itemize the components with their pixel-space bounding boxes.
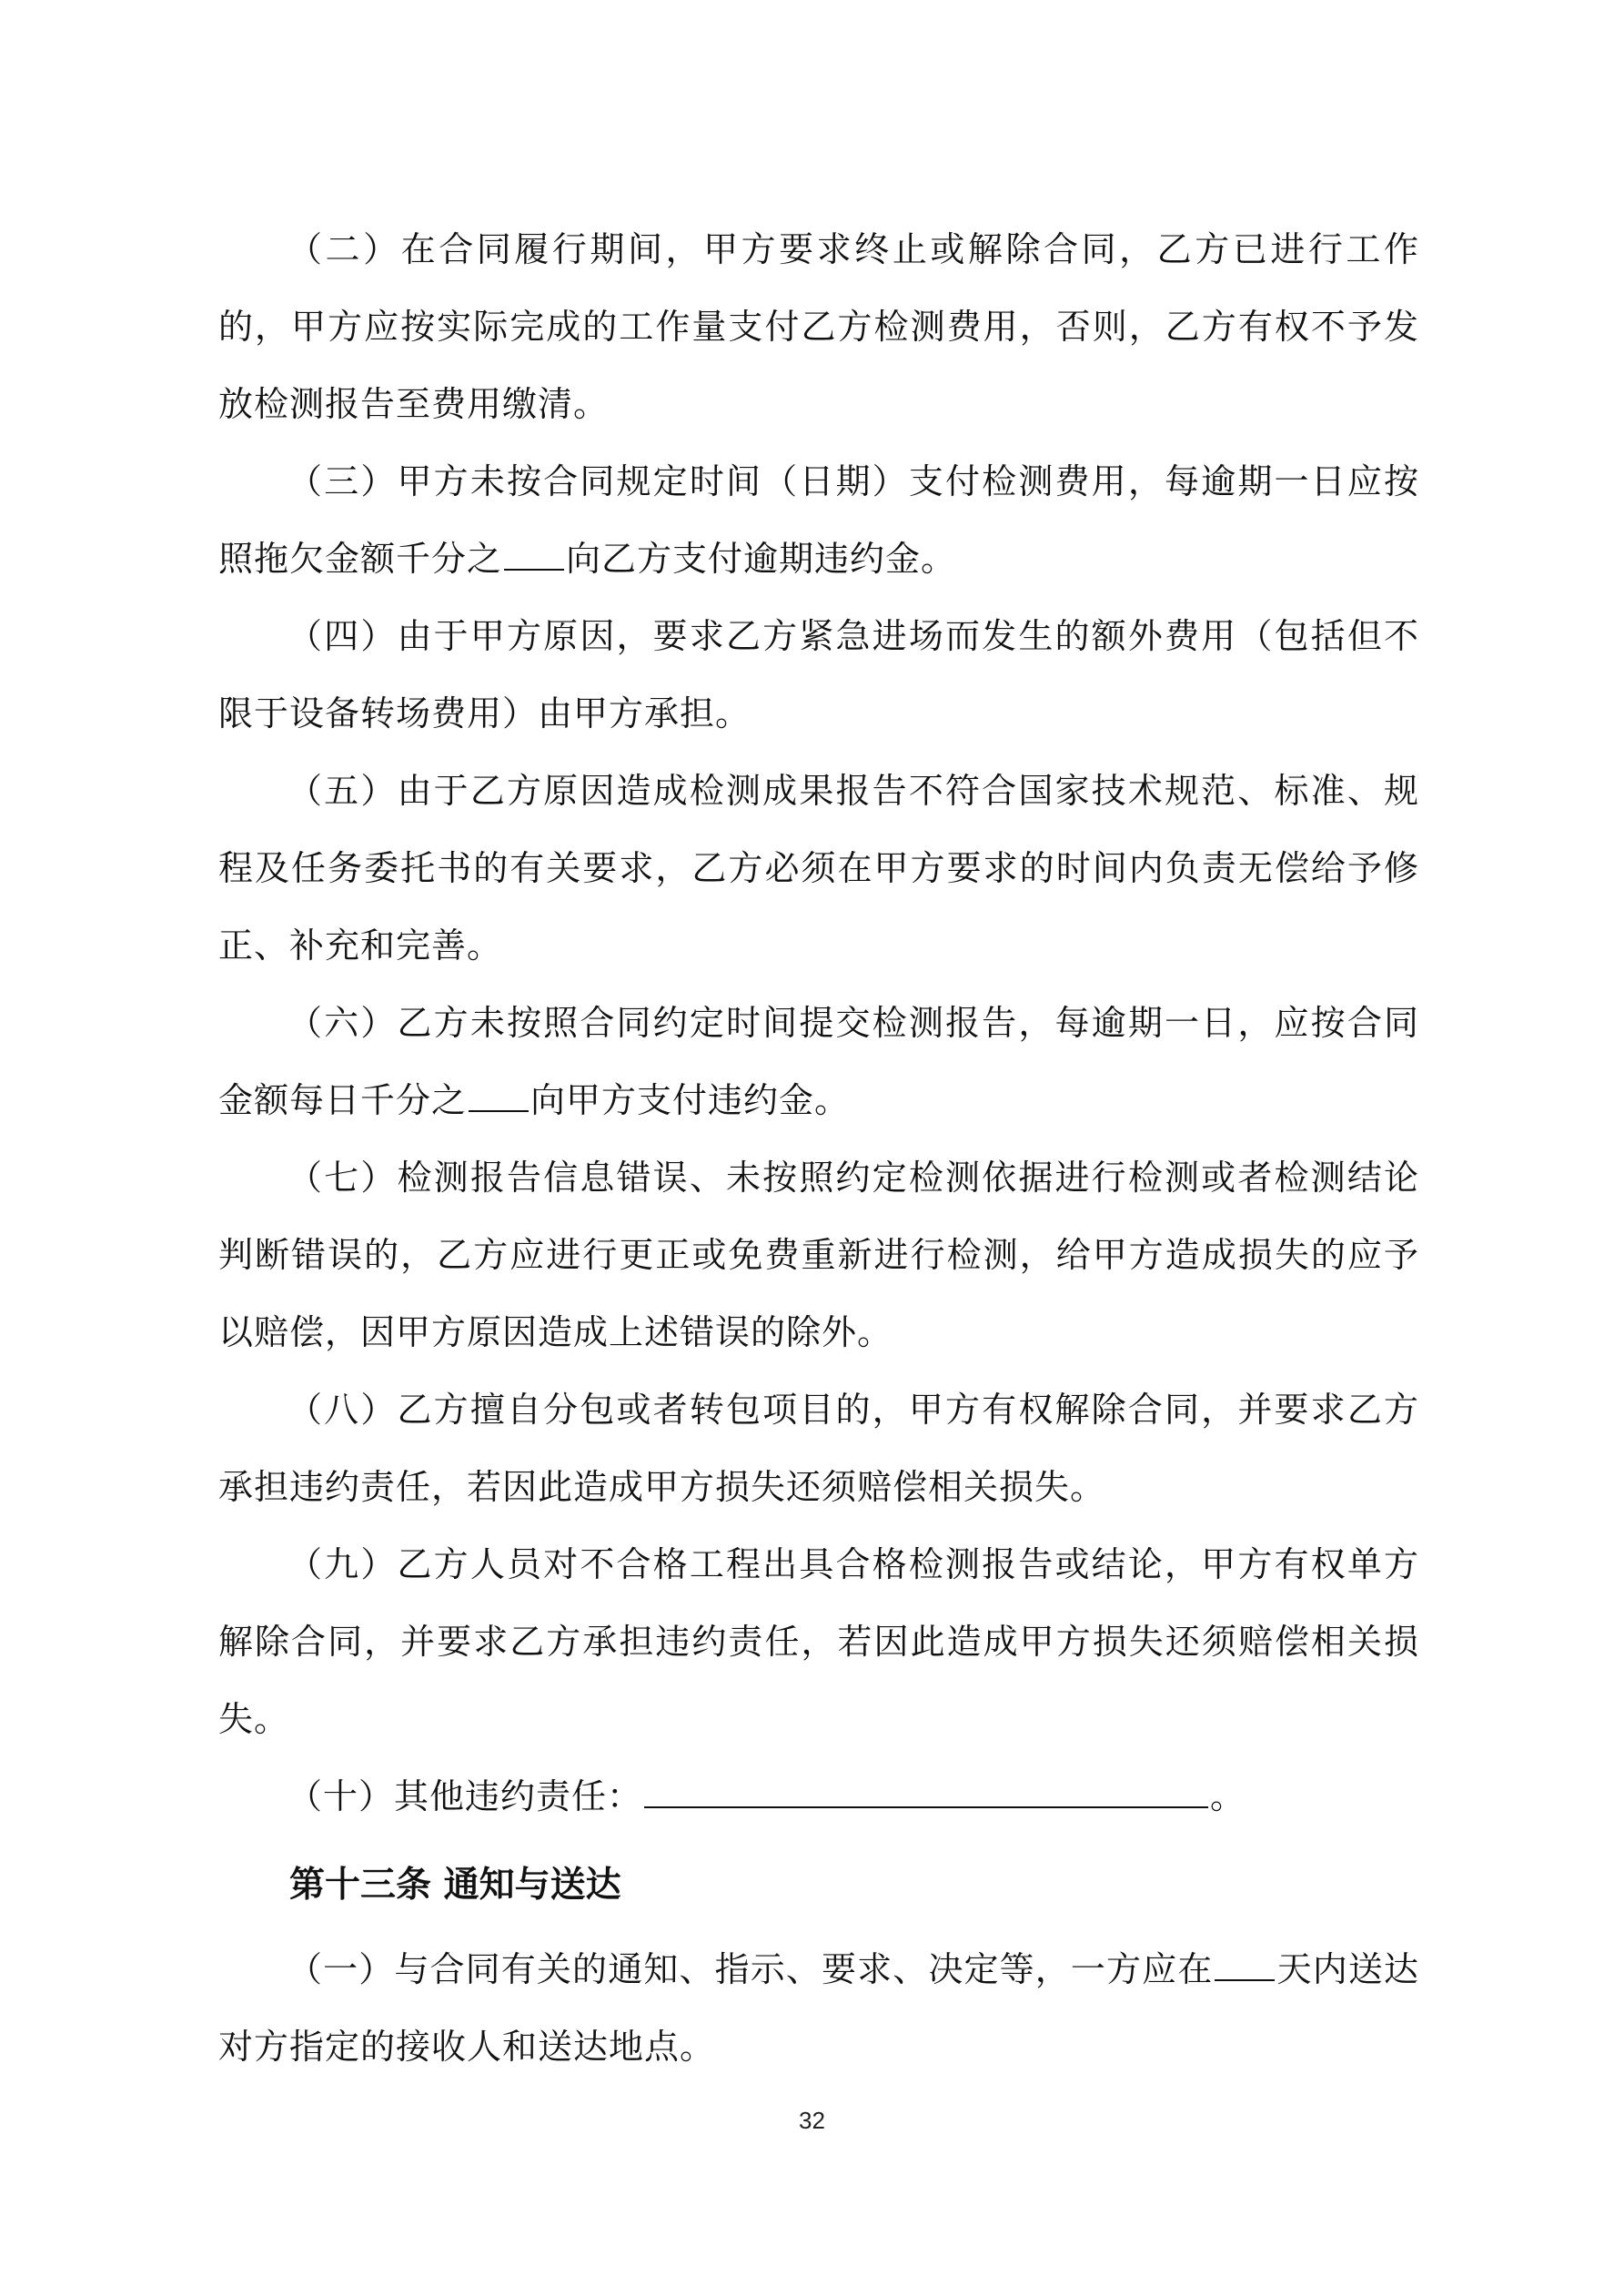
clause-item-3-text-a: （三）甲方未按合同规定时间（日期）支付检测费用，每逾期一日应按照拖欠金额千分之	[218, 461, 1419, 579]
section-heading: 第十三条 通知与送达	[289, 1865, 621, 1906]
clause-item-8: （八）乙方擅自分包或者转包项目的，甲方有权解除合同，并要求乙方承担违约责任，若因此造成甲方损失还须赔偿相关损失。	[218, 1390, 1419, 1507]
clause-item-6	[218, 985, 1419, 1139]
clause-item-9: （九）乙方人员对不合格工程出具合格检测报告或结论，甲方有权单方解除合同，并要求乙方承担违约责任，若因此造成甲方损失还须赔偿相关损失。	[218, 1544, 1419, 1739]
section-13-item-1-text-b: 天内送达对方指定的接收人和送达地点。	[218, 1949, 1419, 2067]
clause-item-2: （二）在合同履行期间，甲方要求终止或解除合同，乙方已进行工作的，甲方应按实际完成的工作量支付乙方检测费用，否则，乙方有权不予发放检测报告至费用缴清。	[218, 229, 1419, 424]
document-page	[218, 211, 1419, 2086]
clause-item-10-text-b: 。	[1210, 1776, 1246, 1816]
section-13-item-1	[218, 1931, 1419, 2086]
clause-item-4: （四）由于甲方原因，要求乙方紧急进场而发生的额外费用（包括但不限于设备转场费用）由甲方承担。	[218, 616, 1419, 733]
clause-item-10-text-a: （十）其他违约责任：	[287, 1776, 643, 1816]
clause-item-7: （七）检测报告信息错误、未按照约定检测依据进行检测或者检测结论判断错误的，乙方应进行更正或免费重新进行检测，给甲方造成损失的应予以赔偿，因甲方原因造成上述错误的除外。	[218, 1158, 1419, 1352]
section-13-item-1-text-a: （一）与合同有关的通知、指示、要求、决定等，一方应在	[287, 1949, 1214, 1989]
clause-item-6-text-a: （六）乙方未按照合同约定时间提交检测报告，每逾期一日，应按合同金额每日千分之	[218, 1003, 1419, 1120]
clause-item-3-text-b: 向乙方支付逾期违约金。	[566, 539, 957, 579]
fill-blank-line	[1215, 1952, 1275, 1981]
fill-blank-line	[644, 1779, 1208, 1808]
fill-blank-line	[469, 1083, 529, 1112]
clause-item-3	[218, 443, 1419, 598]
clause-item-10	[218, 1758, 1419, 1836]
clause-item-5: （五）由于乙方原因造成检测成果报告不符合国家技术规范、标准、规程及任务委托书的有关要求，乙方必须在甲方要求的时间内负责无偿给予修正、补充和完善。	[218, 771, 1419, 966]
clause-item-6-text-b: 向甲方支付违约金。	[530, 1080, 851, 1120]
fill-blank-line	[504, 541, 564, 571]
page-number: 32	[799, 2107, 825, 2134]
